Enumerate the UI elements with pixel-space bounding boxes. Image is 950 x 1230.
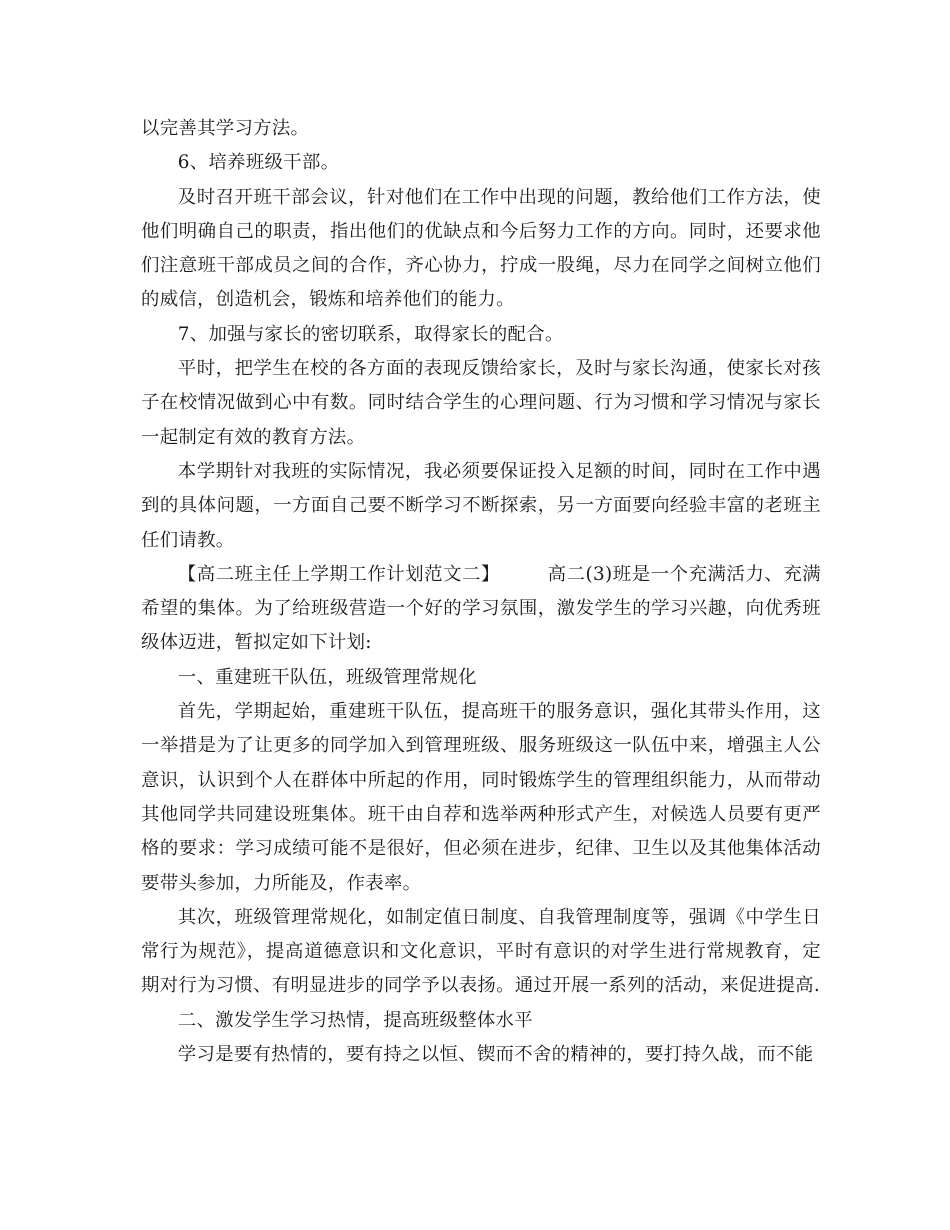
paragraph-continuation: 以完善其学习方法。 (141, 118, 310, 139)
section-heading-6: 6、培养班级干部。 (177, 152, 340, 174)
paragraph-parent-contact: 平时，把学生在校的各方面的表现反馈给家长，及时与家长沟通，使家长对孩子在校情况做到心中有数。同时结合学生的心理问题、行为习惯和学习情况与家长一起制定有效的教育方法。 (141, 358, 821, 448)
section-heading-one: 一、重建班干队伍，班级管理常规化 (177, 666, 477, 688)
paragraph-rebuild-cadre: 首先，学期起始，重建班干队伍，提高班干的服务意识，强化其带头作用，这一举措是为了让更多的同学加入到管理班级、服务班级这一队伍中来，增强主人公意识，认识到个人在群体中所起的作用，同时锻炼学生的管理组织能力，从而带动其他同学共同建设班集体。班干由自荐和选举两种形式产生，对候选人员要有更严格的要求：学习成绩可能不是很好，但必须在进步，纪律、卫生以及其他集体活动要带头参加，力所能及，作表率。 (141, 701, 821, 894)
paragraph-routine-management: 其次，班级管理常规化，如制定值日制度、自我管理制度等，强调《中学生日常行为规范》，提高道德意识和文化意识，平时有意识的对学生进行常规教育，定期对行为习惯、有明显进步的同学予以表扬。通过开展一系列的活动，来促进提高. (141, 906, 821, 997)
paragraph-learning-passion: 学习是要有热情的，要有持之以恒、锲而不舍的精神的，要打持久战，而不能 (177, 1044, 814, 1066)
section-heading-7: 7、加强与家长的密切联系，取得家长的配合。 (177, 323, 564, 345)
document-body (141, 112, 821, 1072)
paragraph-class-cadre: 及时召开班干部会议，针对他们在工作中出现的问题，教给他们工作方法，使他们明确自己的职责，指出他们的优缺点和今后努力工作的方向。同时，还要求他们注意班干部成员之间的合作，齐心协力，拧成一股绳，尽力在同学之间树立他们的威信，创造机会，锻炼和培养他们的能力。 (141, 186, 821, 311)
paragraph-semester-summary: 本学期针对我班的实际情况，我必须要保证投入足额的时间，同时在工作中遇到的具体问题，一方面自己要不断学习不断探索，另一方面要向经验丰富的老班主任们请教。 (141, 460, 821, 551)
section-heading-two: 二、激发学生学习热情，提高班级整体水平 (177, 1009, 533, 1031)
paragraph-plan-two-intro: 【高二班主任上学期工作计划范文二】 高二(3)班是一个充满活力、充满希望的集体。为了给班级营造一个好的学习氛围，激发学生的学习兴趣，向优秀班级体迈进，暂拟定如下计划: (141, 563, 821, 654)
